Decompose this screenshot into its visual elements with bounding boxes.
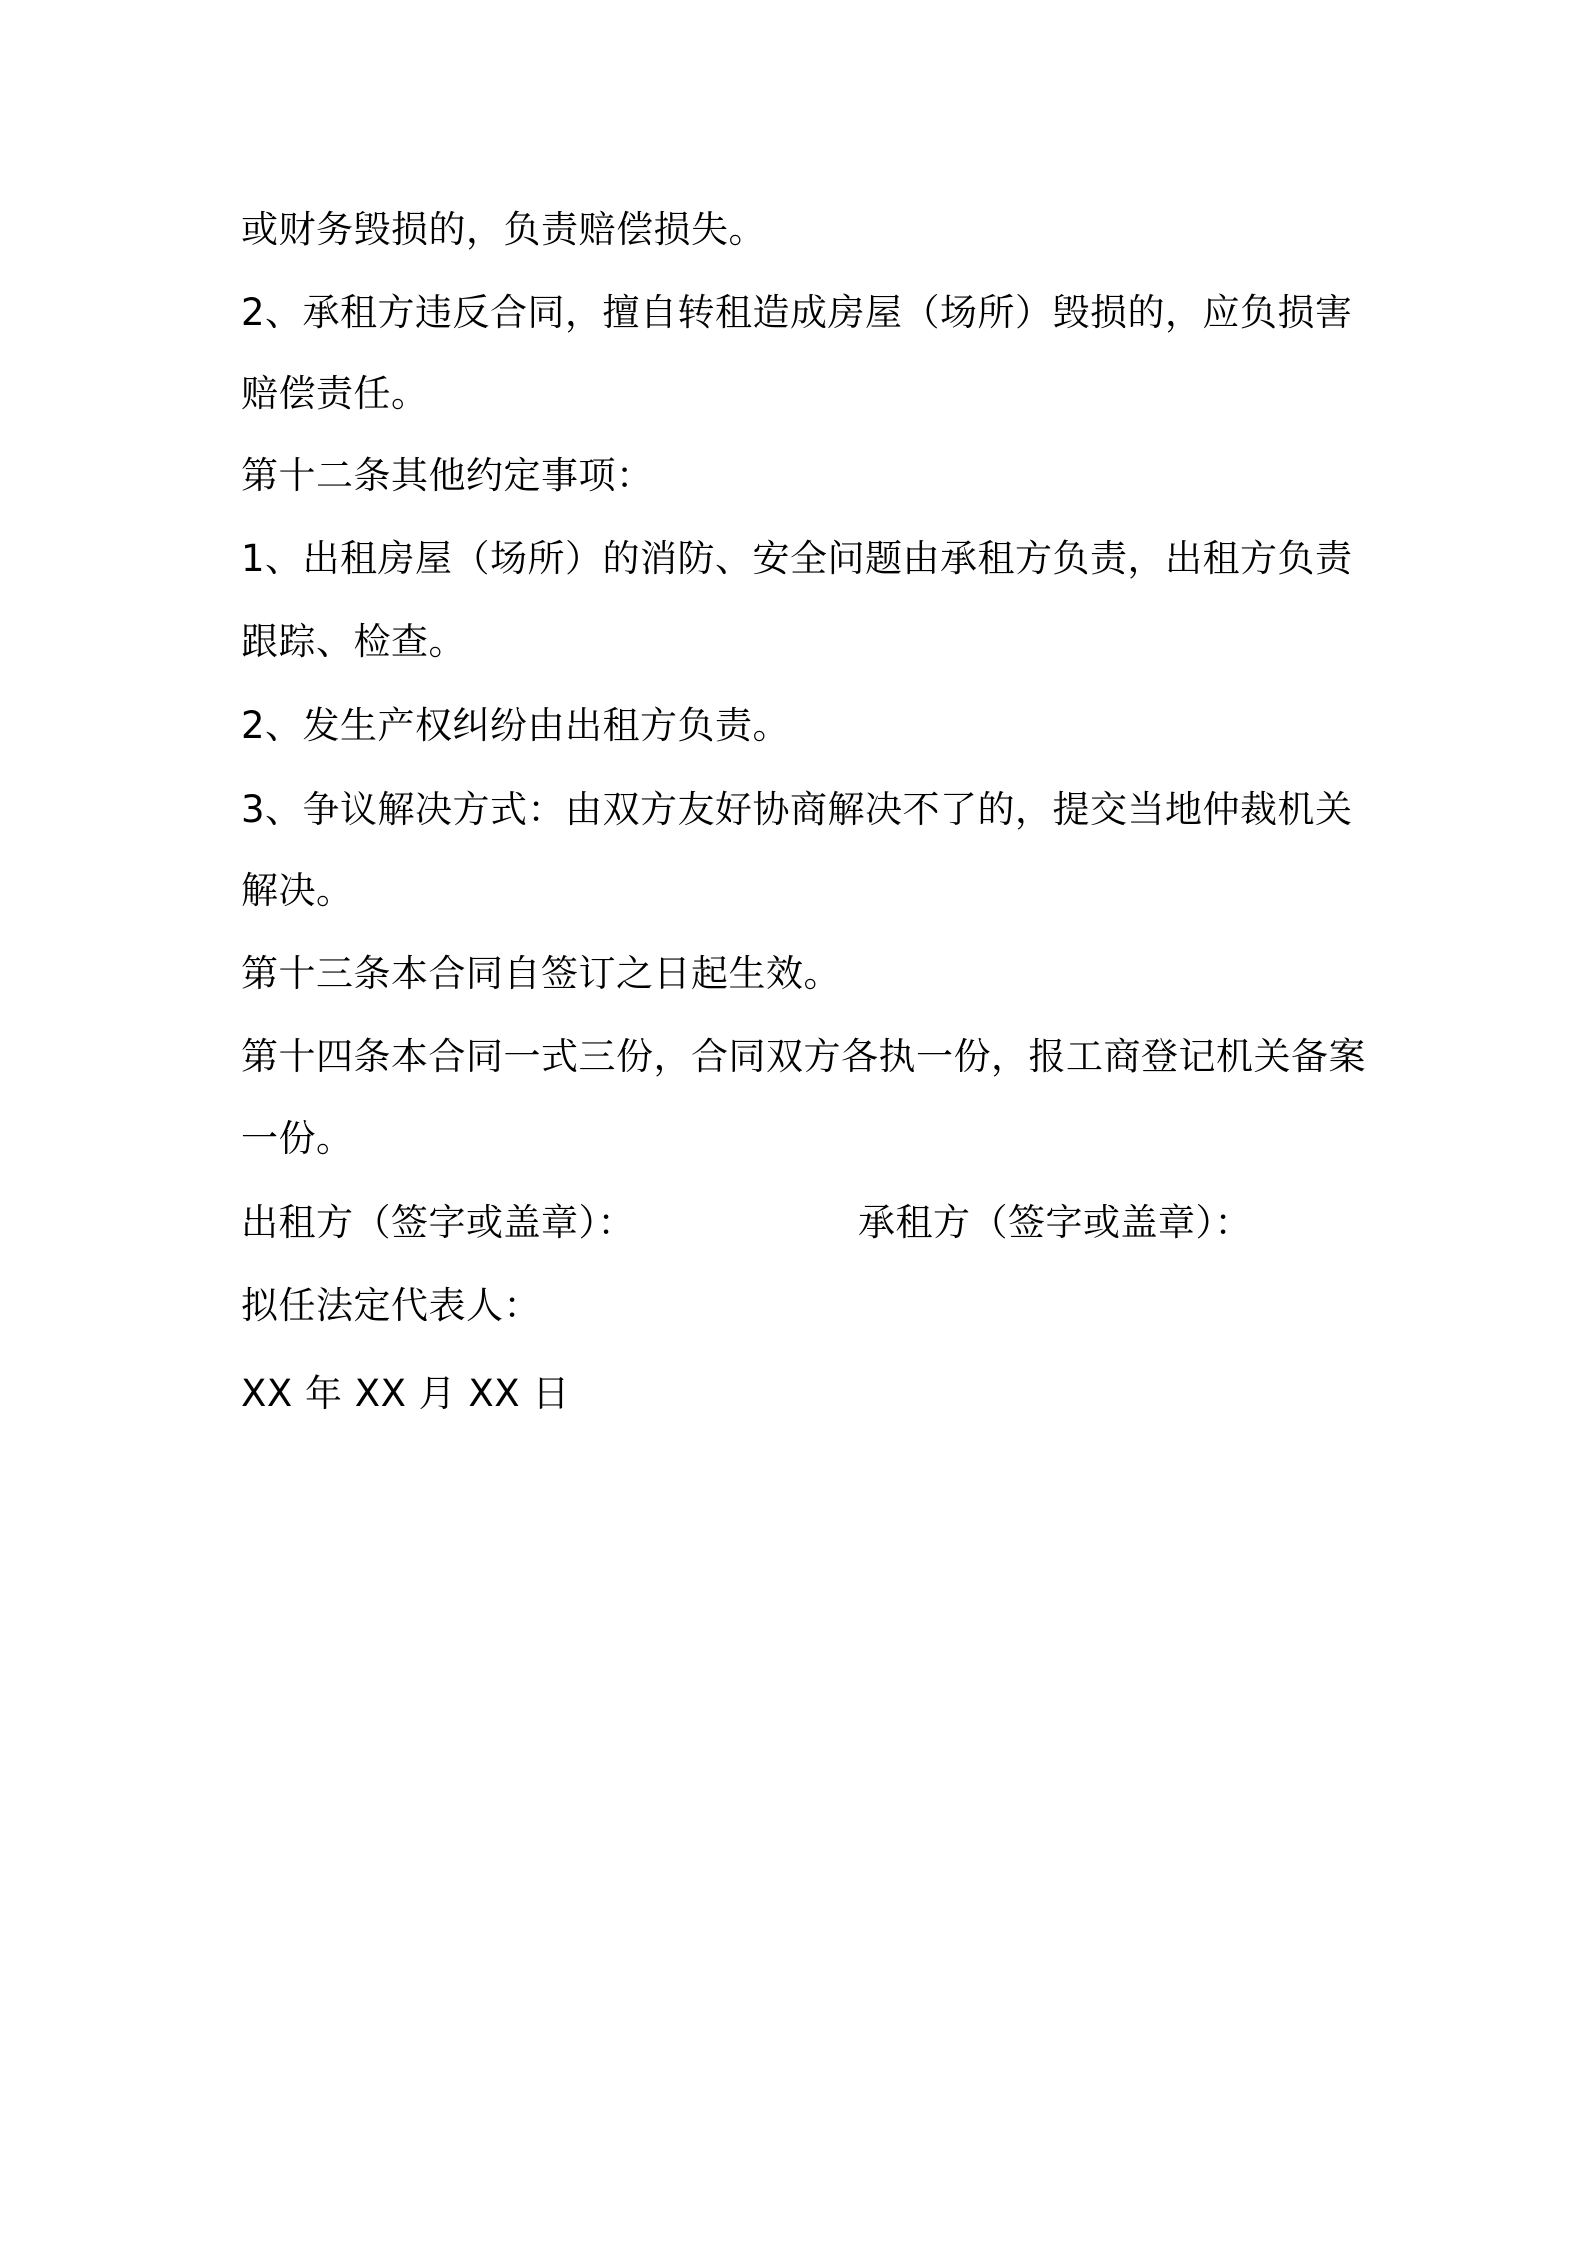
signing-date: XX 年 XX 月 XX 日 — [241, 1372, 570, 1415]
lessee-signature-label: 承租方（签字或盖章）： — [858, 1201, 1252, 1244]
representative-label: 拟任法定代表人： — [241, 1284, 541, 1327]
section-heading-article-12: 第十二条其他约定事项： — [241, 454, 654, 497]
text-line-8: 3、争议解决方式：由双方友好协商解决不了的，提交当地仲裁机关 — [241, 788, 1353, 831]
text-line-12: 一份。 — [241, 1117, 354, 1160]
text-line-2: 2、承租方违反合同，擅自转租造成房屋（场所）毁损的，应负损害 — [241, 291, 1353, 334]
text-line-5: 1、出租房屋（场所）的消防、安全问题由承租方负责，出租方负责 — [241, 537, 1353, 580]
lessor-signature-label: 出租方（签字或盖章）： — [241, 1201, 635, 1244]
section-heading-article-14: 第十四条本合同一式三份，合同双方各执一份，报工商登记机关备案 — [241, 1035, 1366, 1078]
text-line-7: 2、发生产权纠纷由出租方负责。 — [241, 704, 791, 747]
section-heading-article-13: 第十三条本合同自签订之日起生效。 — [241, 952, 841, 995]
text-line-1: 或财务毁损的，负责赔偿损失。 — [241, 208, 766, 251]
text-line-6: 跟踪、检查。 — [241, 620, 466, 663]
text-line-9: 解决。 — [241, 869, 354, 912]
text-line-3: 赔偿责任。 — [241, 372, 429, 415]
